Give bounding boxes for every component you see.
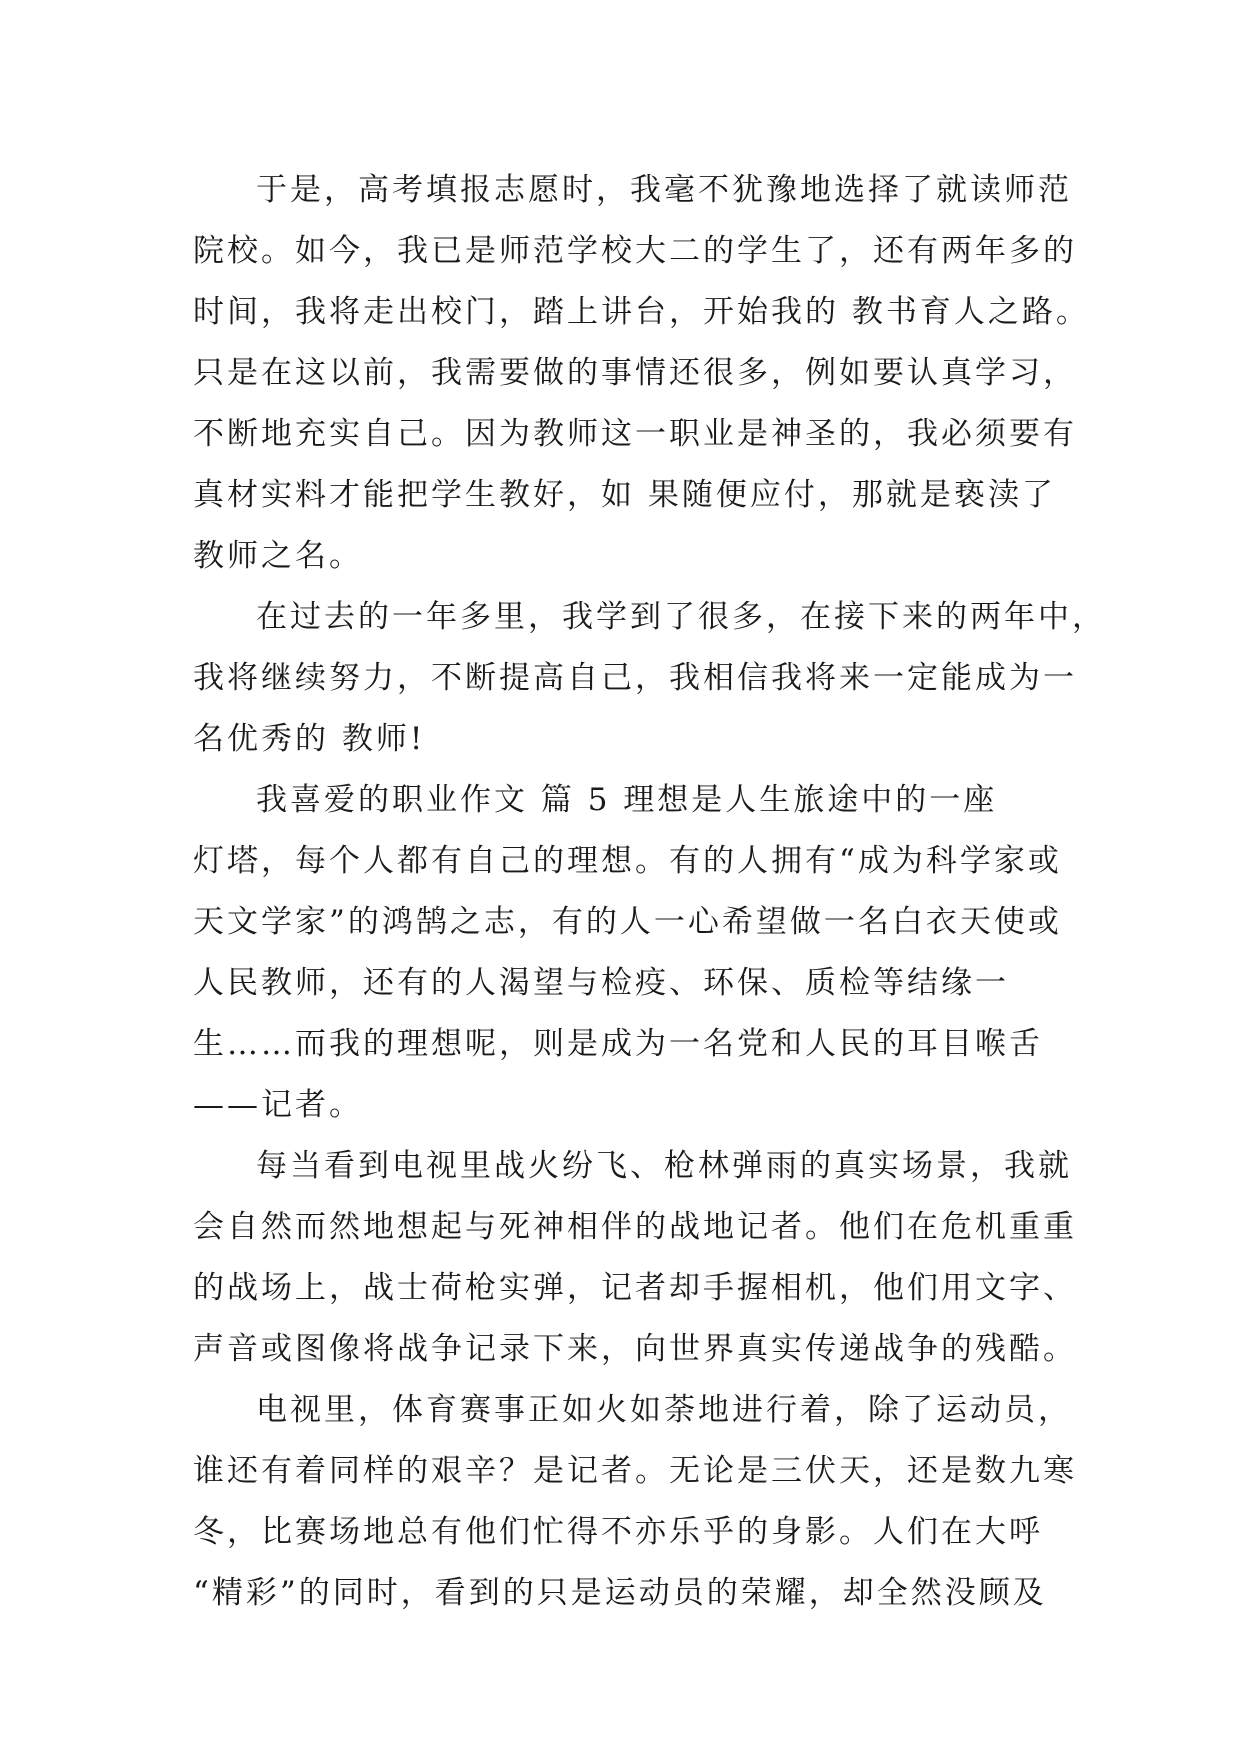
paragraph-line: 每当看到电视里战火纷飞、枪林弹雨的真实场景，我就	[256, 1148, 1072, 1184]
paragraph-line: 在过去的一年多里，我学到了很多，在接下来的两年中，	[256, 599, 1106, 635]
paragraph-line: 名优秀的 教师!	[193, 721, 426, 757]
paragraph-line: 电视里，体育赛事正如火如荼地进行着，除了运动员，	[256, 1392, 1072, 1428]
paragraph-line: 只是在这以前，我需要做的事情还很多，例如要认真学习，	[193, 355, 1077, 391]
paragraph-line: 谁还有着同样的艰辛？是记者。无论是三伏天，还是数九寒	[193, 1453, 1077, 1489]
paragraph-line: 真材实料才能把学生教好，如 果随便应付，那就是亵渎了	[193, 477, 1056, 513]
paragraph-line: 会自然而然地想起与死神相伴的战地记者。他们在危机重重	[193, 1209, 1077, 1245]
paragraph-line: 冬，比赛场地总有他们忙得不亦乐乎的身影。人们在大呼	[193, 1514, 1043, 1550]
paragraph-line: 灯塔，每个人都有自己的理想。有的人拥有“成为科学家或	[193, 843, 1062, 879]
paragraph-line: 于是，高考填报志愿时，我毫不犹豫地选择了就读师范	[256, 172, 1072, 208]
paragraph-line: 生……而我的理想呢，则是成为一名党和人民的耳目喉舌	[193, 1026, 1043, 1062]
paragraph-line: 不断地充实自己。因为教师这一职业是神圣的，我必须要有	[193, 416, 1077, 452]
paragraph-line: 我将继续努力，不断提高自己，我相信我将来一定能成为一	[193, 660, 1077, 696]
body-text	[193, 160, 1106, 1624]
paragraph-line: ——记者。	[193, 1087, 363, 1123]
paragraph-line: 声音或图像将战争记录下来，向世界真实传递战争的残酷。	[193, 1331, 1077, 1367]
paragraph-line: 时间，我将走出校门，踏上讲台，开始我的 教书育人之路。	[193, 294, 1090, 330]
paragraph-line: “精彩”的同时，看到的只是运动员的荣耀，却全然没顾及	[193, 1575, 1047, 1611]
paragraph-line: 人民教师，还有的人渴望与检疫、环保、质检等结缘一	[193, 965, 1009, 1001]
paragraph-line: 院校。如今，我已是师范学校大二的学生了，还有两年多的	[193, 233, 1077, 269]
paragraph-line: 的战场上，战士荷枪实弹，记者却手握相机，他们用文字、	[193, 1270, 1077, 1306]
paragraph-line: 教师之名。	[193, 538, 363, 574]
section-heading-line: 我喜爱的职业作文 篇 5 理想是人生旅途中的一座	[256, 782, 998, 818]
paragraph-line: 天文学家”的鸿鹄之志，有的人一心希望做一名白衣天使或	[193, 904, 1062, 940]
